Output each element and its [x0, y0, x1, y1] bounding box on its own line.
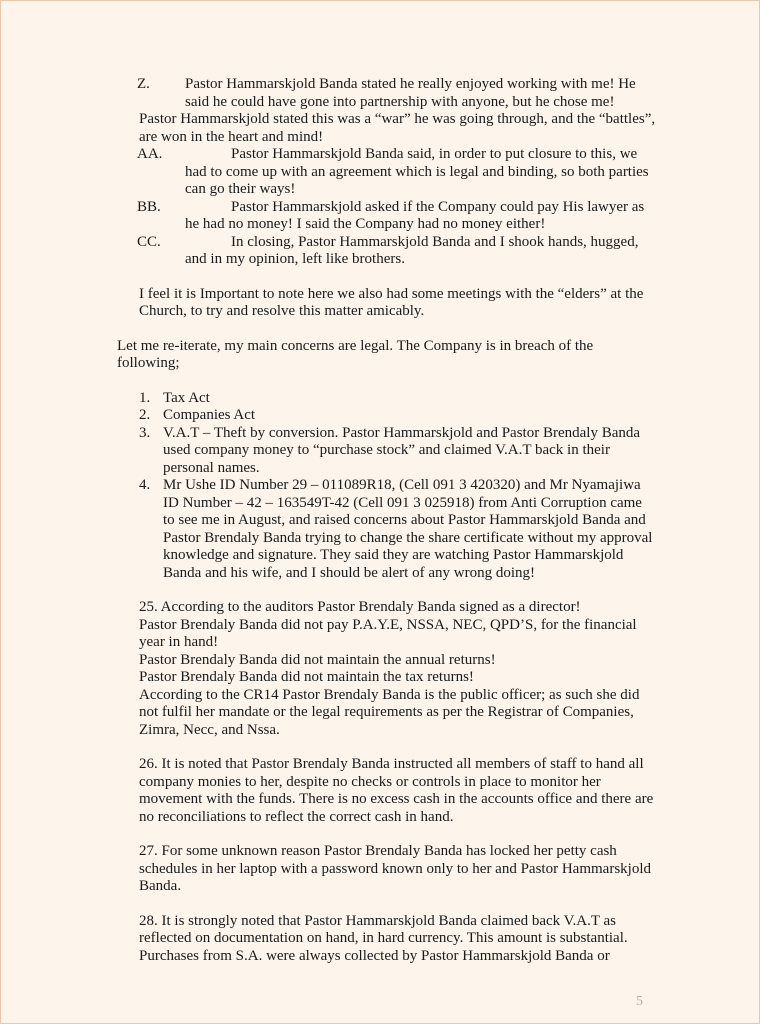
item-text: Pastor Hammarskjold Banda stated he really enjoyed working with me! He said he could have gone into partnership with anyone, but he chose me!: [185, 76, 636, 110]
item-text: In closing, Pastor Hammarskjold Banda and I shook hands, hugged, and in my opinion, left like brothers.: [185, 233, 639, 267]
paragraph-25: [139, 599, 657, 739]
lettered-list: [117, 76, 657, 269]
item-number: 2.: [139, 407, 151, 423]
breach-list: [139, 390, 657, 583]
item-text: V.A.T – Theft by conversion. Pastor Hammarskjold and Pastor Brendaly Banda used company money to “purchase stock” and claimed V.A.T back in their personal names.: [163, 424, 641, 476]
reiterate-paragraph: Let me re-iterate, my main concerns are legal. The Company is in breach of the following;: [117, 337, 594, 371]
item-text: Tax Act: [163, 389, 210, 406]
breach-item: [139, 407, 657, 425]
item-tag: AA.: [137, 146, 163, 162]
paragraph-28: 28. It is strongly noted that Pastor Hammarskjold Banda claimed back V.A.T as reflected on documentation on hand, in hard currency. This amount is substantial. Purchases from S.A. were always collected by Pastor Hammarskjold Banda or: [139, 912, 628, 964]
paragraph-26: 26. It is noted that Pastor Brendaly Banda instructed all members of staff to hand all company monies to her, despite no checks or controls in place to monitor her movement with the funds. There is no excess cash in the accounts office and there are no reconciliations to reflect the correct cash in hand.: [139, 756, 654, 825]
item-number: 3.: [139, 424, 151, 441]
p25-line: Pastor Brendaly Banda did not maintain the annual returns!: [139, 651, 496, 668]
item-number: 4.: [139, 477, 151, 493]
item-text: Companies Act: [163, 407, 256, 423]
item-text: Pastor Hammarskjold stated this was a “war” he was going through, and the “battles”, are won in the heart and mind!: [139, 111, 656, 145]
item-text: Pastor Hammarskjold asked if the Company could pay His lawyer as he had no money! I said the Company had no money either!: [185, 198, 645, 232]
breach-item: [139, 425, 657, 478]
list-item-z: [139, 76, 657, 111]
elders-note: I feel it is Important to note here we also had some meetings with the “elders” at the Church, to try and resolve this matter amicably.: [139, 285, 644, 319]
item-text: Pastor Hammarskjold Banda said, in order to put closure to this, we had to come up with an agreement which is legal and binding, so both parties can go their ways!: [185, 146, 649, 197]
p25-line: According to the CR14 Pastor Brendaly Banda is the public officer; as such she did not fulfil her mandate or the legal requirements as per the Registrar of Companies, Zimra, Necc, and Nssa.: [139, 686, 640, 738]
breach-item: [139, 390, 657, 408]
list-item-aa: [139, 146, 657, 199]
item-number: 1.: [139, 389, 151, 406]
p25-line: Pastor Brendaly Banda did not pay P.A.Y.E, NSSA, NEC, QPD’S, for the financial year in hand!: [139, 616, 637, 650]
document-body: [117, 76, 657, 965]
list-item-cc: [139, 234, 657, 269]
page-number: 5: [636, 994, 643, 1009]
paragraph-27: 27. For some unknown reason Pastor Brendaly Banda has locked her petty cash schedules in her laptop with a password known only to her and Pastor Hammarskjold Banda.: [139, 843, 651, 894]
list-item-continuation: [139, 111, 657, 146]
p25-line: 25. According to the auditors Pastor Brendaly Banda signed as a director!: [139, 599, 581, 615]
breach-item: [139, 477, 657, 582]
p25-line: Pastor Brendaly Banda did not maintain the tax returns!: [139, 669, 474, 685]
item-tag: BB.: [137, 198, 161, 215]
item-tag: Z.: [137, 76, 150, 92]
item-tag: CC.: [137, 233, 161, 250]
item-text: Mr Ushe ID Number 29 – 011089R18, (Cell 091 3 420320) and Mr Nyamajiwa ID Number – 42 – 163549T-42 (Cell 091 3 025918) from Anti Corruption came to see me in August, and raised concerns about Pastor Hammarskjold Banda and Pastor Brendaly Banda trying to change the share certificate without my approval knowledge and signature. They said they are watching Pastor Hammarskjold Banda and his wife, and I should be alert of any wrong doing!: [163, 477, 653, 581]
list-item-bb: [139, 199, 657, 234]
